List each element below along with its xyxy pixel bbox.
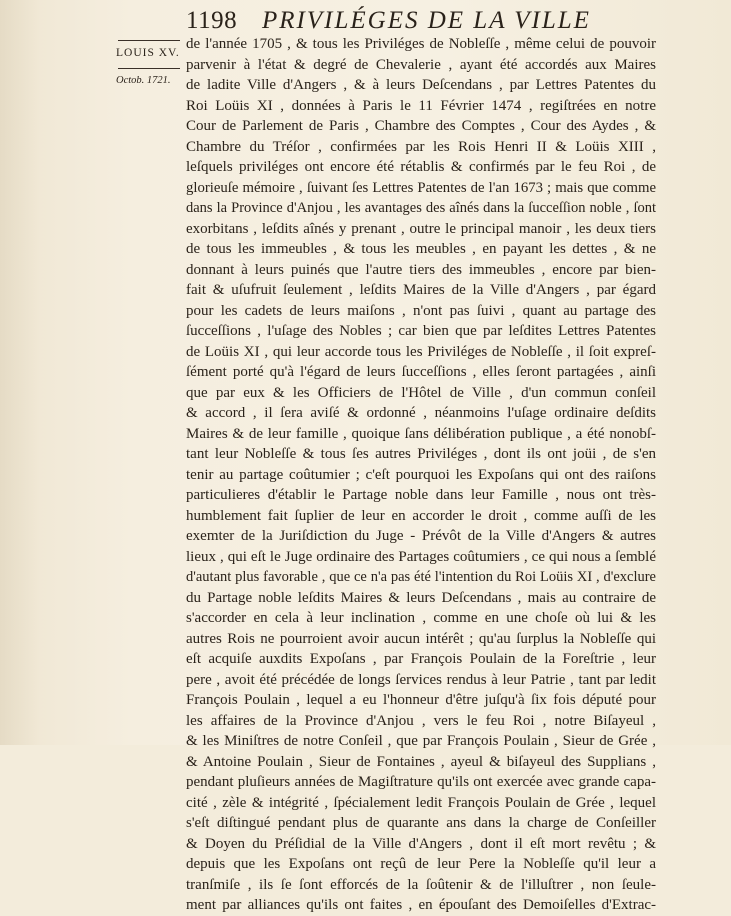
text-line: lieux , qui eſt le Juge ordinaire des Partages coûtumiers , ce qui nous a ſemblé [186, 548, 656, 565]
text-line: Chambre du Tréſor , confirmées par les Rois Henri II & Loüis XIII , [186, 138, 656, 155]
text-line: parvenir à l'état & degré de Chevalerie , ayant été accordés aux Maires [186, 56, 656, 73]
text-line: pere , avoit été précédée de longs ſervices rendus à leur Patrie , tant par ledit [186, 671, 656, 688]
text-line: de l'année 1705 , & tous les Priviléges de Nobleſſe , même celui de pouvoir [186, 36, 656, 52]
text-line: eſt acquiſe auxdits Expoſans , par François Poulain de la Foreſtrie , leur [186, 651, 656, 667]
text-line: humblement fait ſuplier de leur en accorder le droit , comme auſſi de les [186, 507, 656, 524]
text-line: Roi Loüis XI , données à Paris le 11 Février 1474 , regiſtrées en notre [186, 97, 656, 114]
text-line: François Poulain , lequel a eu l'honneur d'être juſqu'à ſix fois député pour [186, 692, 656, 708]
text-line: ſément porté qu'à l'égard de leurs ſucceſſions , elles ſeront partagées , ainſi [186, 364, 656, 380]
text-line: & accord , il ſera aviſé & ordonné , néanmoins l'uſage ordinaire deſdits [186, 405, 656, 421]
text-line: les affaires de la Province d'Anjou , vers le feu Roi , notre Biſayeul , [186, 712, 656, 729]
text-line: cité , zèle & intégrité , ſpécialement ledit François Poulain de Grée , lequel [186, 794, 656, 811]
text-line: ment par alliances qu'ils ont faites , en épouſant des Demoiſelles d'Extrac- [186, 897, 656, 913]
text-line: que par eux & les Officiers de l'Hôtel de Ville , d'un commun conſeil [186, 384, 656, 401]
body-text [186, 34, 656, 916]
text-line: tranſmiſe , ils ſe ſont efforcés de la ſoûtenir & de l'illuſtrer , non ſeule- [186, 876, 656, 893]
text-line: de Loüis XI , qui leur accorde tous les Priviléges de Nobleſſe , il ſoit expreſ- [186, 343, 656, 360]
text-line: & Doyen du Préſidial de la Ville d'Angers , dont il eſt mort revêtu ; & [186, 835, 656, 852]
text-line: fait & uſufruit ſeulement , leſdits Maires de la Ville d'Angers , par égard [186, 282, 656, 298]
text-line: glorieuſe mémoire , ſuivant ſes Lettres Patentes de l'an 1673 ; mais que comme [186, 179, 656, 196]
text-line: s'accorder en cela à leur inclination , comme en une choſe où lui & les [186, 610, 656, 626]
margin-rule-bottom [118, 68, 180, 69]
text-line: dans la Province d'Anjou , les avantages des aînés dans la ſucceſſion noble , ſont [186, 200, 656, 216]
text-line: & Antoine Poulain , Sieur de Fontaines , ayeul & biſayeul des Supplians , [186, 753, 656, 770]
text-line: Maires & de leur famille , quoique ſans délibération publique , a été nonobſ- [186, 425, 656, 442]
text-line: particulieres d'établir le Partage noble dans leur Famille , nous ont très- [186, 487, 656, 503]
text-line: pendant pluſieurs années de Magiſtrature qu'ils ont exercée avec grande capa- [186, 774, 656, 790]
text-line: autres Rois ne pourroient avoir aucun intérêt ; qu'au ſurplus la Nobleſſe qui [186, 630, 656, 647]
text-line: d'autant plus favorable , que ce n'a pas été l'intention du Roi Loüis XI , d'exclure [186, 569, 656, 585]
page-number: 1198 [186, 7, 238, 34]
text-line: exorbitans , leſdits aînés y prenant , outre le principal manoir , les deux tiers [186, 220, 656, 237]
text-line: s'eſt diſtingué pendant plus de quarante ans dans la charge de Conſeiller [186, 815, 656, 831]
text-line: tenir au partage coûtumier ; c'eſt pourquoi les Expoſans qui ont des raiſons [186, 466, 656, 483]
text-line: depuis que les Expoſans ont reçû de leur Pere la Nobleſſe qu'il leur a [186, 856, 656, 872]
running-title: PRIVILÉGES DE LA VILLE [262, 7, 591, 34]
text-line: de ladite Ville d'Angers , & à leurs Deſcendans , par Lettres Patentes du [186, 77, 656, 93]
margin-note-king: LOUIS XV. [116, 47, 180, 59]
text-line: ſucceſſions , l'uſage des Nobles ; car bien que par leſdites Lettres Patentes [186, 323, 656, 339]
text-line: tant leur Nobleſſe & tous ſes autres Priviléges , dont ils ont joüi , de s'en [186, 446, 656, 462]
text-line: leſquels priviléges ont encore été rétablis & confirmés par le feu Roi , de [186, 159, 656, 175]
text-line: exemter de la Juriſdiction du Juge - Prévôt de la Ville d'Angers & autres [186, 528, 656, 544]
text-line: de tous les immeubles , & tous les meubles , en payant les dettes , & ne [186, 241, 656, 257]
margin-rule-top [118, 40, 180, 41]
text-line: donnant à leurs puinés que l'autre tiers des immeubles , encore par bien- [186, 261, 656, 278]
text-line: & les Miniſtres de notre Conſeil , que par François Poulain , Sieur de Grée , [186, 733, 656, 749]
text-line: pour les cadets de leurs maiſons , n'ont pas ſuivi , quant au partage des [186, 302, 656, 319]
text-line: du Partage noble leſdits Maires & leurs Deſcendans , mais au contraire de [186, 589, 656, 606]
margin-note-date: Octob. 1721. [116, 75, 171, 86]
text-line: Cour de Parlement de Paris , Chambre des Comptes , Cour des Aydes , & [186, 118, 656, 134]
page-gutter-shadow [0, 0, 40, 745]
page-header [0, 6, 731, 36]
